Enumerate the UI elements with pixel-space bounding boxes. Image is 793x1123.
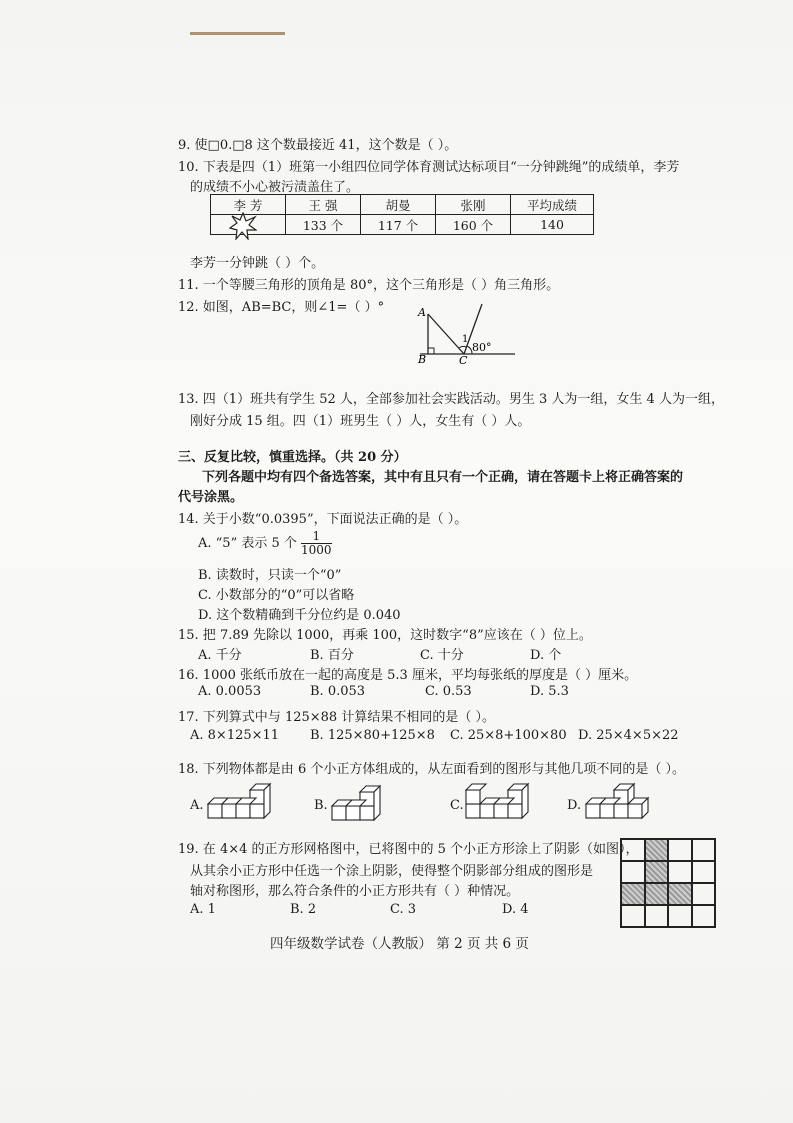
q15-option: C. 十分 <box>420 648 464 663</box>
grid-cell-shaded <box>645 861 669 883</box>
grid-cell <box>692 839 716 861</box>
cube-figure-a <box>206 782 276 822</box>
grid-cell <box>621 861 645 883</box>
q15-option: A. 千分 <box>198 648 242 663</box>
question-13-line1: 13. 四（1）班共有学生 52 人，全部参加社会实践活动。男生 3 人为一组，女生 4 人为一组， <box>178 392 724 407</box>
question-10-line1: 10. 下表是四（1）班第一小组四位同学体育测试达标项目“一分钟跳绳”的成绩单，李芳 <box>178 160 680 175</box>
q18-option-label: A. <box>190 798 204 813</box>
grid-4x4 <box>620 838 716 928</box>
grid-cell <box>692 883 716 905</box>
q17-option: D. 25×4×5×22 <box>578 728 679 743</box>
score-table <box>210 194 594 235</box>
cube-figure-d <box>584 780 660 822</box>
grid-cell <box>621 905 645 927</box>
q18-option-label: C. <box>450 798 464 813</box>
question-11: 11. 一个等腰三角形的顶角是 80°，这个三角形是（ ）角三角形。 <box>178 278 560 293</box>
table-cell: 160 个 <box>436 215 511 235</box>
q16-option: D. 5.3 <box>530 684 569 699</box>
q19-option: C. 3 <box>390 902 417 917</box>
q19-option: B. 2 <box>290 902 317 917</box>
q19-option: D. 4 <box>502 902 529 917</box>
q16-option: C. 0.53 <box>425 684 472 699</box>
table-header: 平均成绩 <box>511 195 594 215</box>
grid-cell-shaded <box>668 883 692 905</box>
q15-option: D. 个 <box>530 648 562 663</box>
section-3-instructions-1: 下列各题中均有四个备选答案，其中有且只有一个正确，请在答题卡上将正确答案的 <box>202 470 684 485</box>
fraction <box>301 530 332 557</box>
q15-option: B. 百分 <box>310 648 354 663</box>
grid-cell <box>668 839 692 861</box>
question-19-line3: 轴对称图形，那么符合条件的小正方形共有（ ）种情况。 <box>190 884 520 899</box>
question-15: 15. 把 7.89 先除以 1000，再乘 100，这时数字“8”应该在（ ）位上。 <box>178 628 592 643</box>
table-cell: 117 个 <box>361 215 436 235</box>
question-12: 12. 如图，AB=BC，则∠1=（ ）° <box>178 300 385 315</box>
cube-figure-b <box>330 778 392 824</box>
label-a: A <box>418 306 426 319</box>
question-10-answer: 李芳一分钟跳（ ）个。 <box>190 256 325 271</box>
question-13-line2: 刚好分成 15 组。四（1）班男生（ ）人，女生有（ ）人。 <box>190 414 531 429</box>
q18-option-label: D. <box>567 798 582 813</box>
q16-option: B. 0.053 <box>310 684 366 699</box>
cube-figure-c <box>464 782 540 822</box>
question-10-line2: 的成绩不小心被污渍盖住了。 <box>190 180 360 195</box>
triangle-figure <box>410 302 520 364</box>
grid-cell-shaded <box>621 883 645 905</box>
angle-1-label: 1 <box>462 334 469 345</box>
question-18: 18. 下列物体都是由 6 个小正方体组成的，从左面看到的图形与其他几项不同的是（ ）。 <box>178 762 685 777</box>
grid-cell <box>668 861 692 883</box>
option-a-text: A. “5” 表示 5 个 <box>198 536 297 551</box>
table-row <box>211 215 594 235</box>
stain-icon <box>229 212 257 240</box>
q17-option: C. 25×8+100×80 <box>450 728 567 743</box>
q17-option: B. 125×80+125×8 <box>310 728 435 743</box>
table-header: 王 强 <box>286 195 361 215</box>
table-cell: 140 <box>511 215 594 235</box>
question-17: 17. 下列算式中与 125×88 计算结果不相同的是（ ）。 <box>178 710 495 725</box>
grid-cell-shaded <box>645 839 669 861</box>
fraction-denominator: 1000 <box>301 543 332 557</box>
top-mark <box>190 32 285 35</box>
question-9: 9. 使□0.□8 这个数最接近 41，这个数是（ ）。 <box>178 138 458 153</box>
table-header: 李 芳 <box>211 195 286 215</box>
section-3-title: 三、反复比较，慎重选择。（共 20 分） <box>178 450 407 465</box>
page-footer: 四年级数学试卷（人教版） 第 2 页 共 6 页 <box>270 936 529 952</box>
angle-80-label: 80° <box>472 341 492 354</box>
question-14-option-d: D. 这个数精确到千分位约是 0.040 <box>198 608 401 623</box>
q19-option: A. 1 <box>190 902 216 917</box>
label-b: B <box>418 353 427 364</box>
question-19-line2: 从其余小正方形中任选一个涂上阴影，使得整个阴影部分组成的图形是 <box>190 864 594 879</box>
grid-cell <box>645 905 669 927</box>
label-c: C <box>459 354 468 364</box>
question-14-option-a <box>198 530 332 557</box>
question-16: 16. 1000 张纸币放在一起的高度是 5.3 厘米，平均每张纸的厚度是（ ）厘米。 <box>178 668 638 683</box>
grid-cell <box>692 861 716 883</box>
section-3-instructions-2: 代号涂黑。 <box>178 490 244 505</box>
question-14-option-c: C. 小数部分的“0”可以省略 <box>198 588 355 603</box>
q16-option: A. 0.0053 <box>198 684 262 699</box>
question-14-option-b: B. 读数时，只读一个“0” <box>198 568 342 583</box>
grid-cell <box>668 905 692 927</box>
q18-option-label: B. <box>314 798 328 813</box>
grid-cell <box>692 905 716 927</box>
table-cell: 133 个 <box>286 215 361 235</box>
grid-cell <box>621 839 645 861</box>
fraction-numerator: 1 <box>301 530 332 544</box>
table-header: 胡曼 <box>361 195 436 215</box>
grid-cell-shaded <box>645 883 669 905</box>
question-19-line1: 19. 在 4×4 的正方形网格图中，已将图中的 5 个小正方形涂上了阴影（如图）， <box>178 842 639 857</box>
question-14: 14. 关于小数“0.0395”，下面说法正确的是（ ）。 <box>178 512 468 527</box>
table-header: 张刚 <box>436 195 511 215</box>
q17-option: A. 8×125×11 <box>190 728 280 743</box>
table-header-row <box>211 195 594 215</box>
